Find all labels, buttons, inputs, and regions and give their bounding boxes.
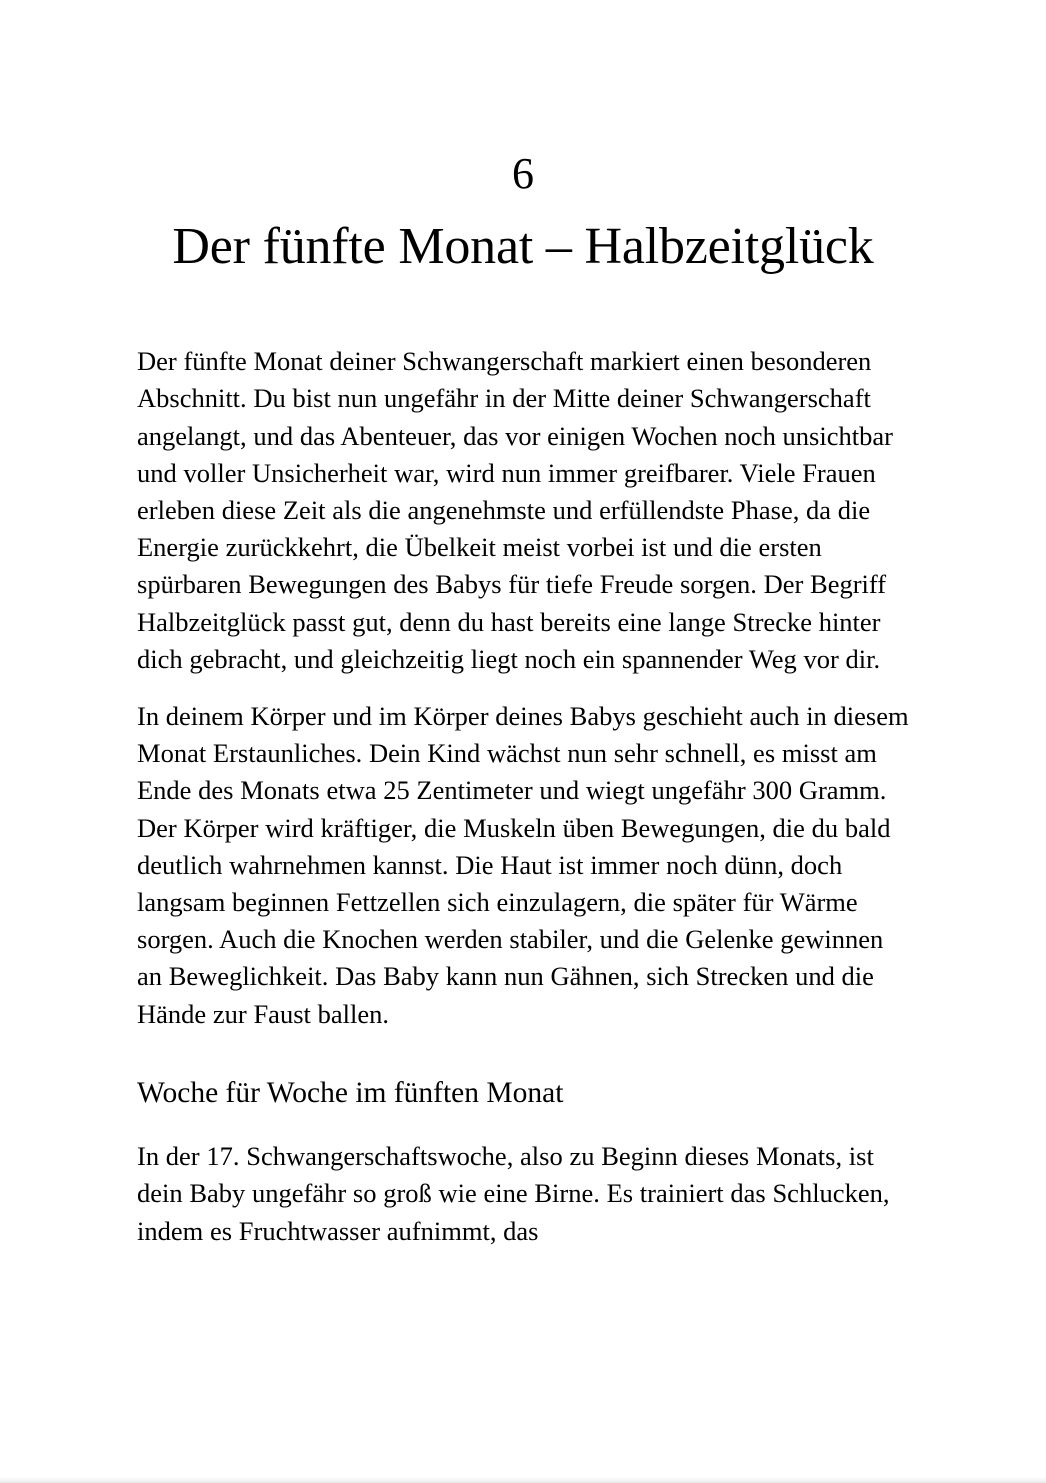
paragraph-development: In deinem Körper und im Körper deines Babys geschieht auch in diesem Monat Erstaunliches. Dein Kind wächst nun sehr schnell, es misst am Ende des Monats etwa 25 Zentimeter und wiegt ungefähr 300 Gramm. Der Körper wird kräftiger, die Muskeln üben Bewegungen, die du bald deutlich wahrnehmen kannst. Die Haut ist immer noch dünn, doch langsam beginnen Fettzellen sich einzulagern, die später für Wärme sorgen. Auch die Knochen werden stabiler, und die Gelenke gewinnen an Beweglichkeit. Das Baby kann nun Gähnen, sich Strecken und die Hände zur Faust ballen.: [137, 701, 909, 1029]
page-bottom-edge: [0, 1477, 1046, 1483]
chapter-number: 6: [512, 149, 534, 198]
body-text-block: [137, 276, 909, 1249]
page-content: [137, 0, 909, 1250]
chapter-title: Der fünfte Monat – Halbzeitglück: [172, 218, 874, 275]
section-subheading: Woche für Woche im fünften Monat: [137, 1076, 564, 1109]
paragraph-intro: Der fünfte Monat deiner Schwangerschaft markiert einen besonderen Abschnitt. Du bist nun ungefähr in der Mitte deiner Schwangerschaft angelangt, und das Abenteuer, das vor einigen Wochen noch unsichtbar und voller Unsicherheit war, wird nun immer greifbarer. Viele Frauen erleben diese Zeit als die angenehmste und erfüllendste Phase, da die Energie zurückkehrt, die Übelkeit meist vorbei ist und die ersten spürbaren Bewegungen des Babys für tiefe Freude sorgen. Der Begriff Halbzeitglück passt gut, denn du hast bereits eine lange Strecke hinter dich gebracht, und gleichzeitig liegt noch ein spannender Weg vor dir.: [137, 346, 893, 674]
paragraph-week-17: In der 17. Schwangerschaftswoche, also zu Beginn dieses Monats, ist dein Baby ungefähr so groß wie eine Birne. Es trainiert das Schlucken, indem es Fruchtwasser aufnimmt, das: [137, 1141, 890, 1246]
